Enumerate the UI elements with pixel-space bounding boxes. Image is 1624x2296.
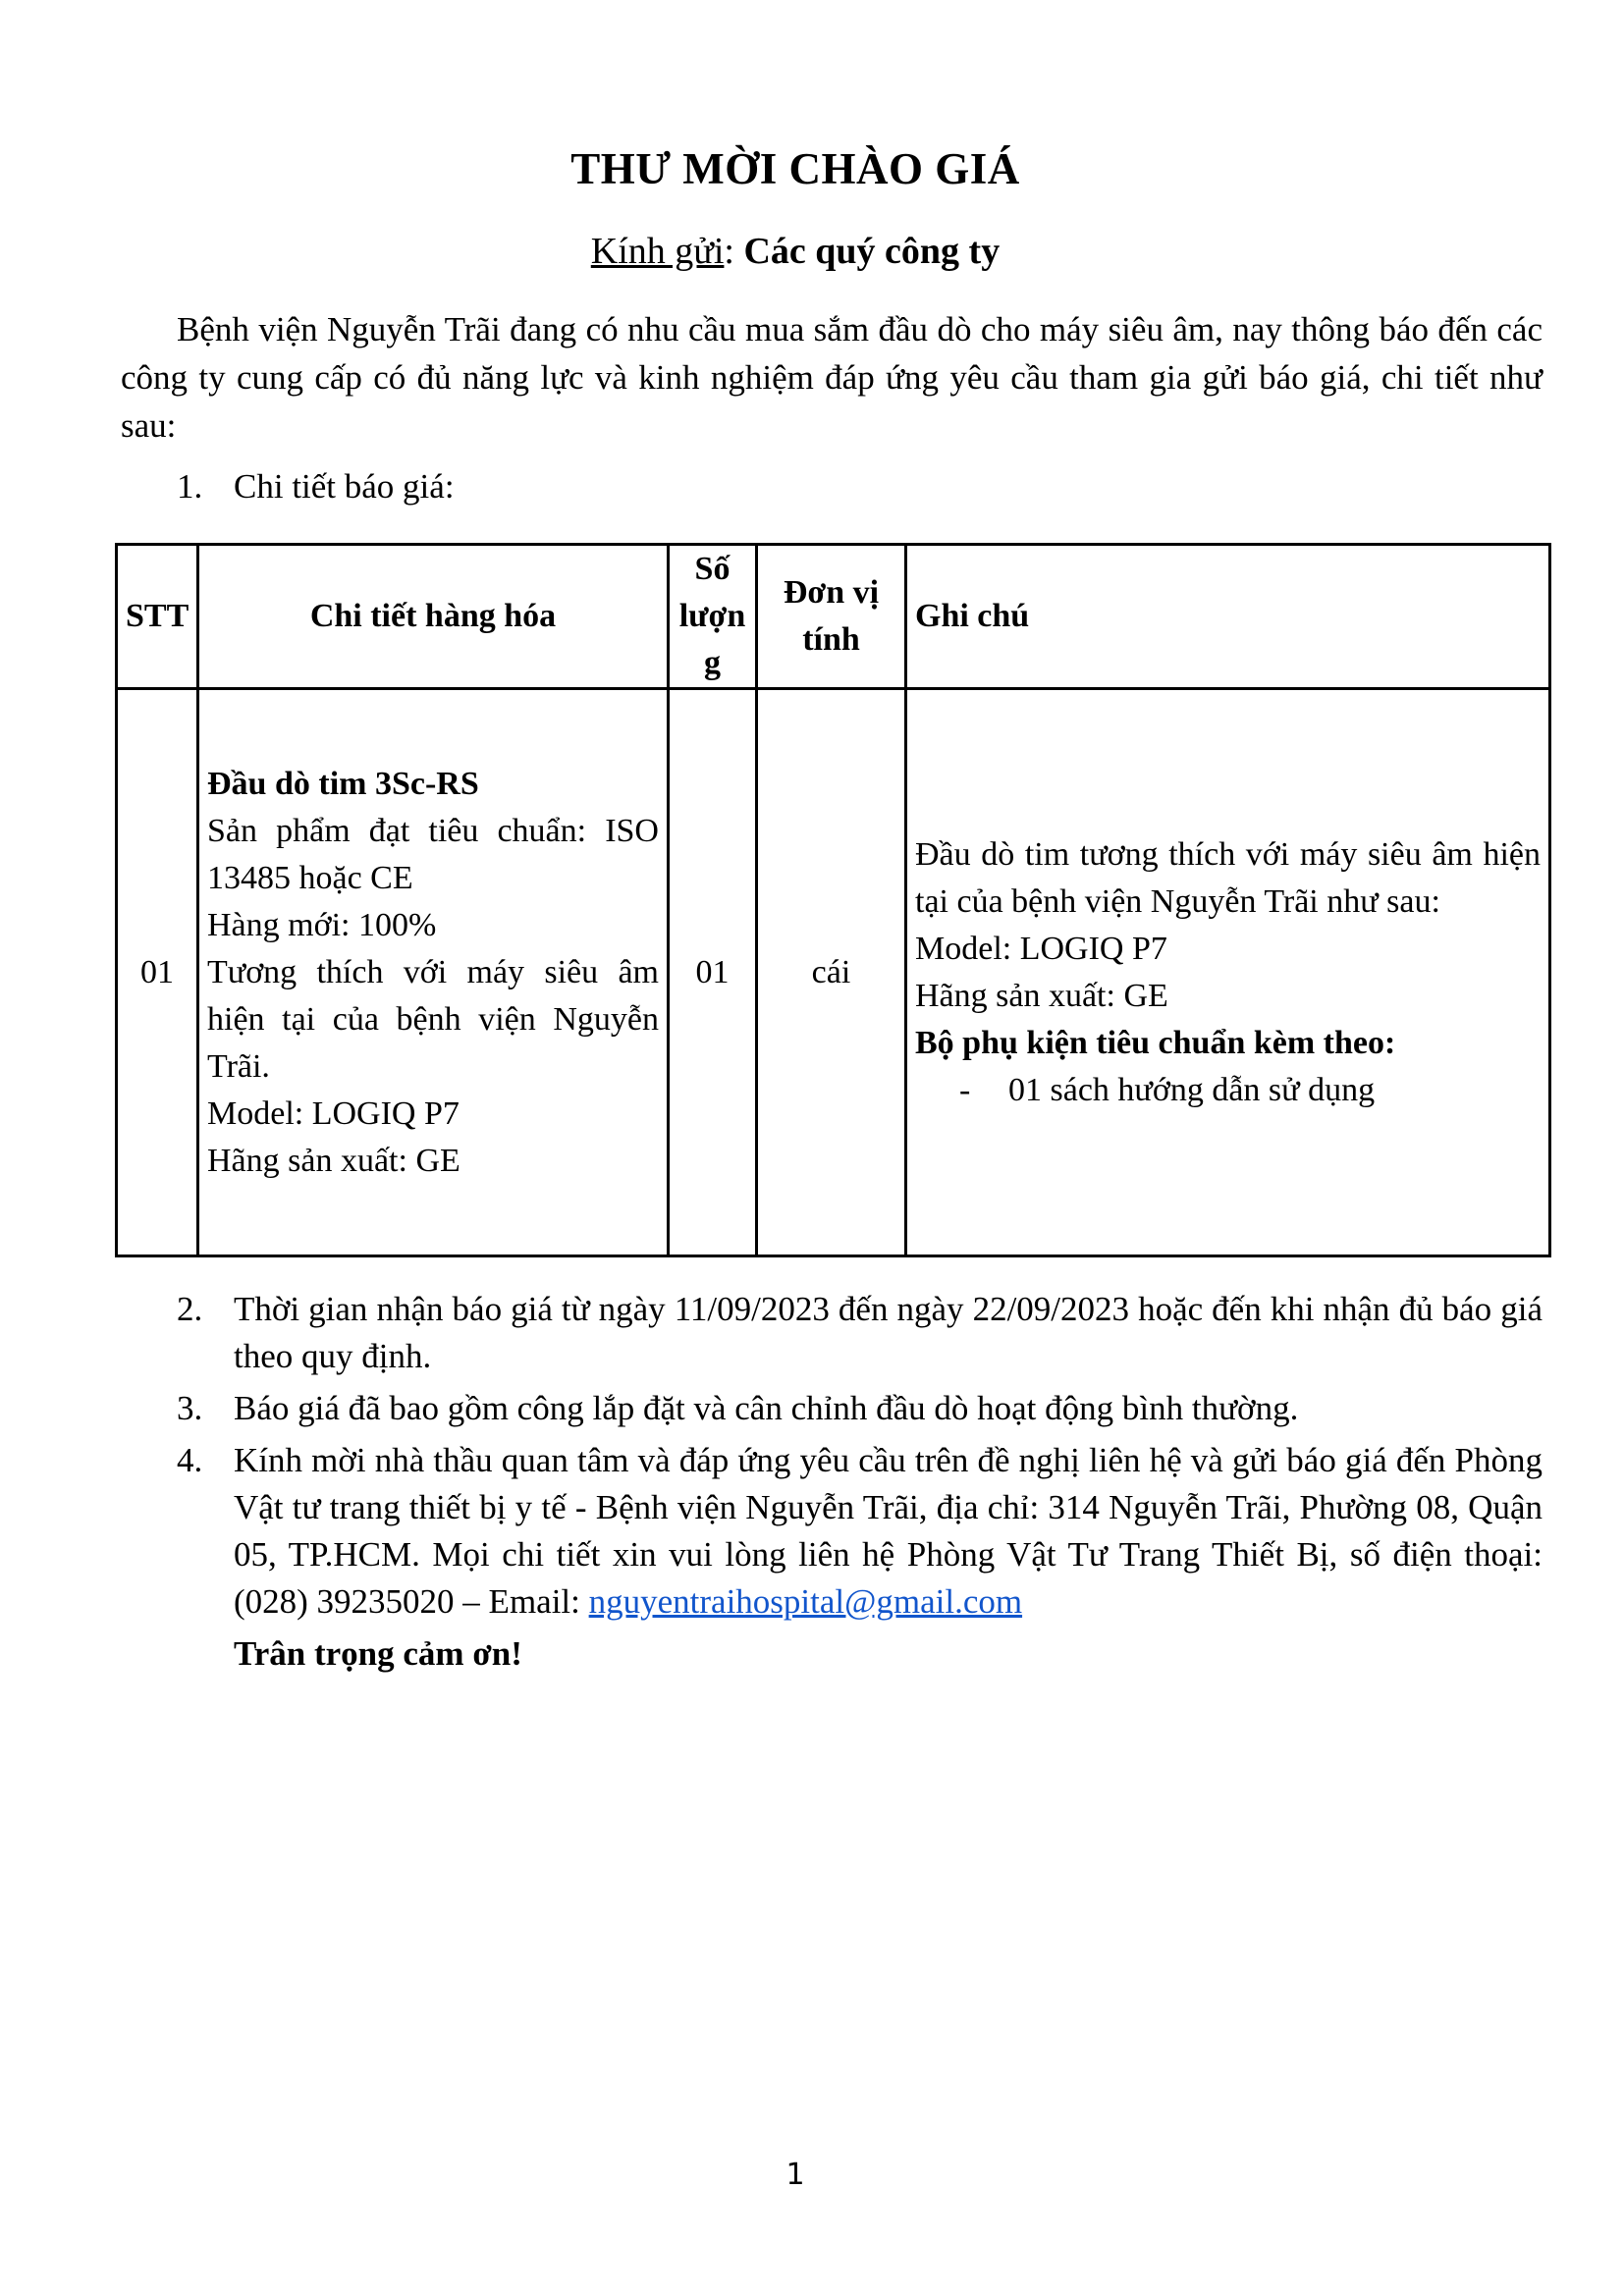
list-item-4-number: 4. — [177, 1441, 203, 1479]
item-condition: Hàng mới: 100% — [207, 906, 437, 943]
item-model: Model: LOGIQ P7 — [207, 1095, 460, 1132]
table-row — [117, 689, 1550, 1256]
list-item-4-body: Kính mời nhà thầu quan tâm và đáp ứng yêu cầu trên đề nghị liên hệ và gửi báo giá đến Phòng Vật tư trang thiết bị y tế - Bệnh viện Nguyễn Trãi, địa chỉ: 314 Nguyễn Trãi, Phường 08, Quận 05, TP.HCM. Mọi chi tiết xin vui lòng liên hệ Phòng Vật Tư Trang Thiết Bị, số điện thoại: (028) 39235020 – Email: — [234, 1441, 1543, 1621]
item-product-name: Đầu dò tim 3Sc-RS — [207, 765, 479, 802]
list-item-2-text: Thời gian nhận báo giá từ ngày 11/09/2023 đến ngày 22/09/2023 hoặc đến khi nhận đủ báo giá theo quy định. — [234, 1290, 1543, 1375]
cell-quantity: 01 — [669, 689, 757, 1256]
item-standard: Sản phẩm đạt tiêu chuẩn: ISO 13485 hoặc CE — [207, 812, 659, 896]
cell-stt: 01 — [117, 689, 198, 1256]
item-manufacturer: Hãng sản xuất: GE — [207, 1142, 460, 1179]
closing-line: Trân trọng cảm ơn! — [234, 1634, 522, 1673]
terms-list — [121, 1286, 1543, 1678]
note-accessory-text: 01 sách hướng dẫn sử dụng — [1008, 1071, 1376, 1108]
quotation-table — [115, 543, 1551, 1257]
header-cell-item: Chi tiết hàng hóa — [198, 545, 669, 689]
note-compatibility: Đầu dò tim tương thích với máy siêu âm hiện tại của bệnh viện Nguyễn Trãi như sau: — [915, 835, 1541, 920]
list-item-4-text — [234, 1437, 1543, 1626]
list-item-1-number: 1. — [177, 467, 203, 506]
list-item-1-text: Chi tiết báo giá: — [234, 467, 455, 506]
header-qty-line1: Số — [694, 551, 731, 587]
table-header-row — [117, 545, 1550, 689]
salutation-label: Kính gửi — [590, 231, 725, 272]
header-cell-note: Ghi chú — [906, 545, 1550, 689]
list-item-2 — [121, 1286, 1543, 1380]
item-compatibility: Tương thích với máy siêu âm hiện tại của bệnh viện Nguyễn Trãi. — [207, 953, 659, 1085]
cell-note — [906, 689, 1550, 1256]
list-item-2-number: 2. — [177, 1290, 203, 1328]
list-item-3-number: 3. — [177, 1389, 203, 1427]
note-manufacturer: Hãng sản xuất: GE — [915, 977, 1168, 1014]
intro-paragraph: Bệnh viện Nguyễn Trãi đang có nhu cầu mua sắm đầu dò cho máy siêu âm, nay thông báo đến các công ty cung cấp có đủ năng lực và kinh nghiệm đáp ứng yêu cầu tham gia gửi báo giá, chi tiết như sau: — [121, 310, 1543, 445]
salutation-line — [0, 230, 1591, 273]
header-cell-qty — [669, 545, 757, 689]
email-link[interactable]: nguyentraihospital@gmail.com — [588, 1582, 1023, 1621]
note-model: Model: LOGIQ P7 — [915, 930, 1167, 967]
cell-item-details — [198, 689, 669, 1256]
list-item-1 — [177, 463, 455, 510]
cell-unit: cái — [757, 689, 906, 1256]
salutation-recipient: Các quý công ty — [743, 231, 1001, 272]
header-qty-line2: lượn — [678, 598, 746, 634]
dash-bullet: - — [959, 1071, 971, 1108]
salutation-separator: : — [724, 231, 744, 272]
list-item-4 — [121, 1437, 1543, 1626]
header-qty-line3: g — [704, 645, 721, 681]
header-cell-stt: STT — [117, 545, 198, 689]
page-title: THƯ MỜI CHÀO GIÁ — [570, 144, 1020, 193]
header-cell-unit: Đơn vị tính — [757, 545, 906, 689]
note-accessory-item — [915, 1067, 1541, 1114]
page-number: 1 — [785, 2158, 805, 2192]
list-item-3 — [121, 1385, 1543, 1432]
list-item-3-text: Báo giá đã bao gồm công lắp đặt và cân chỉnh đầu dò hoạt động bình thường. — [234, 1389, 1299, 1427]
note-accessories-heading: Bộ phụ kiện tiêu chuẩn kèm theo: — [915, 1024, 1396, 1061]
